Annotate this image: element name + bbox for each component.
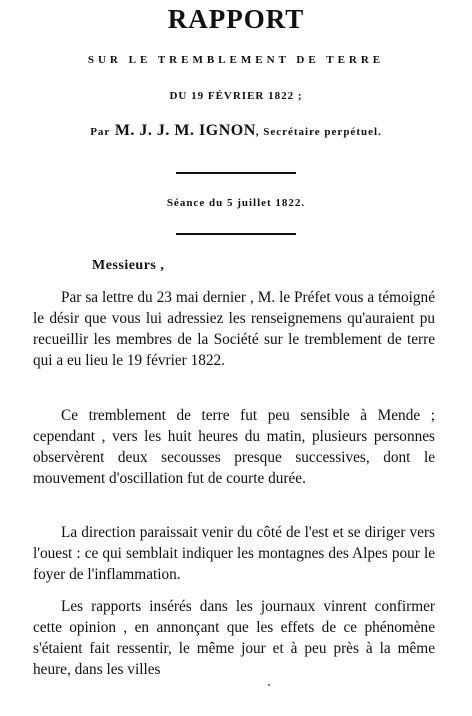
author-line: [0, 122, 472, 140]
author-prefix: Par: [90, 126, 111, 138]
print-speck: [268, 684, 270, 686]
author-role: , Secrétaire perpétuel.: [255, 126, 382, 138]
paragraph-4: Les rapports insérés dans les journaux vinrent confirmer cette opinion , en annonçant que les effets de ce phénomène s'étaient fait ressentir, le même jour et à peu près à la même heure, dans les villes: [33, 598, 435, 678]
session-date: du 5 juillet 1822.: [208, 197, 306, 209]
divider-bottom: [176, 233, 296, 235]
paragraph-2: Ce tremblement de terre fut peu sensible à Mende ; cependant , vers les huit heures du matin, plusieurs personnes observèrent deux secousses presque successives, dont le mouvement d'oscillation fut de courte durée.: [33, 407, 435, 487]
report-title: RAPPORT: [167, 4, 305, 34]
paragraph-1: Par sa lettre du 23 mai dernier , M. le Préfet vous a témoigné le désir que vous lui adressiez les renseignemens qu'auraient pu recueillir les membres de la Société sur le tremblement de terre qui a eu lieu le 19 février 1822.: [33, 289, 435, 369]
salutation: Messieurs ,: [92, 258, 165, 273]
report-subtitle: SUR LE TREMBLEMENT DE TERRE: [87, 54, 385, 66]
divider-top: [176, 172, 296, 174]
report-date: DU 19 FÉVRIER 1822 ;: [169, 90, 303, 102]
author-name: M. J. J. M. IGNON: [114, 122, 256, 139]
session-line: [0, 194, 472, 211]
paragraph-3: La direction paraissait venir du côté de l'est et se diriger vers l'ouest : ce qui semblait indiquer les montagnes des Alpes pour le foyer de l'inflammation.: [33, 524, 435, 583]
session-label: Séance: [166, 197, 206, 209]
